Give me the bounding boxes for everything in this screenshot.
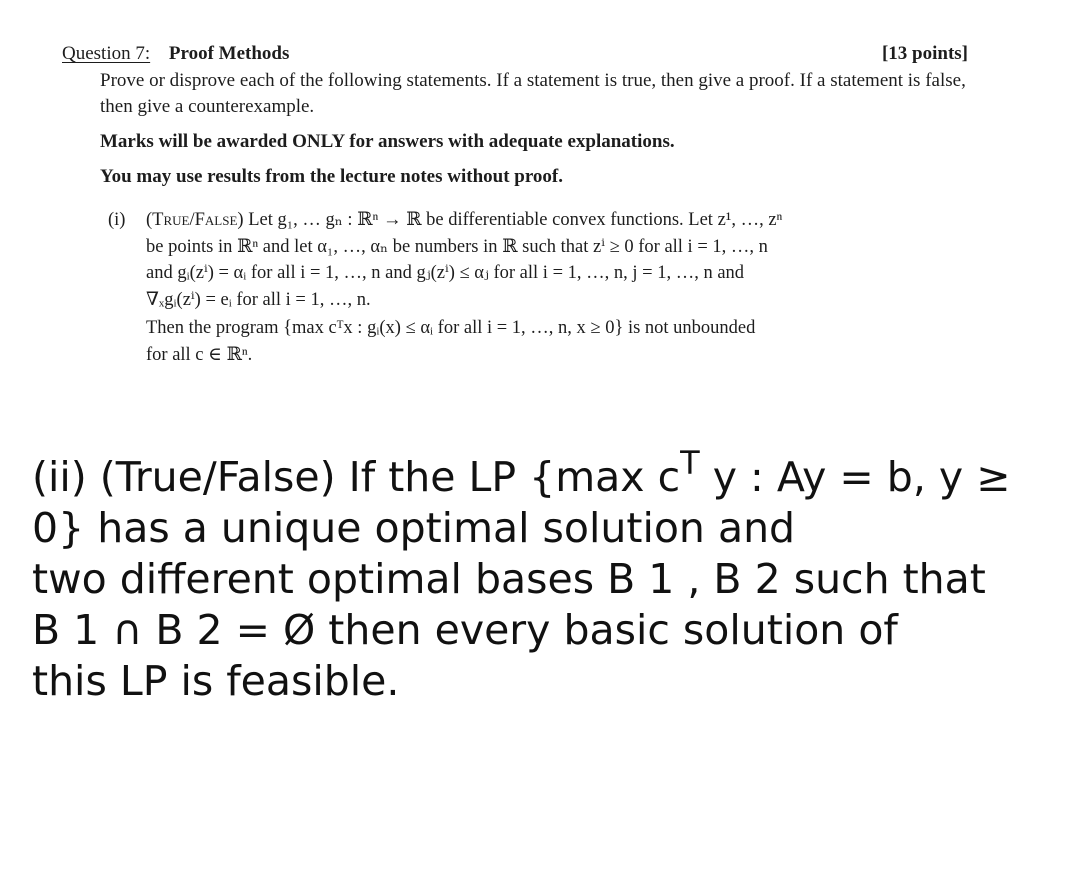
part-i bbox=[108, 207, 978, 368]
part-i-text-1: Let g₁, … gₙ : ℝⁿ → ℝ be differentiable convex functions. Let z¹, …, zⁿ bbox=[248, 210, 783, 230]
part-ii-text-1b: y : Ay = b, y ≥ bbox=[712, 453, 1011, 501]
results-note: You may use results from the lecture notes without proof. bbox=[100, 166, 564, 187]
transpose-superscript: T bbox=[680, 444, 700, 483]
part-ii-text-1a: (ii) (True/False) If the LP {max c bbox=[32, 453, 681, 501]
part-i-line-4: ∇ₓgᵢ(zⁱ) = eᵢ for all i = 1, …, n. bbox=[146, 289, 371, 310]
part-ii bbox=[32, 444, 1072, 707]
question-instructions: Prove or disprove each of the following statements. If a statement is true, then give a proof. If a statement is false, then give a counterexample. bbox=[100, 70, 966, 117]
part-i-line-2: be points in ℝⁿ and let α₁, …, αₙ be numbers in ℝ such that zⁱ ≥ 0 for all i = 1, …, n bbox=[146, 236, 768, 257]
question-title: Proof Methods bbox=[168, 43, 290, 64]
part-i-line-3: and gᵢ(zⁱ) = αᵢ for all i = 1, …, n and gⱼ(zⁱ) ≤ αⱼ for all i = 1, …, n, j = 1, …, n and bbox=[146, 263, 745, 283]
part-i-then-2: for all c ∈ ℝⁿ. bbox=[146, 344, 253, 365]
part-i-label: (i) bbox=[108, 210, 126, 230]
part-ii-line-3: two different optimal bases B 1 , B 2 such that bbox=[32, 555, 986, 603]
part-i-line-1 bbox=[108, 207, 978, 234]
question-number: Question 7: bbox=[62, 43, 151, 64]
part-ii-line-5: this LP is feasible. bbox=[32, 657, 400, 705]
question-points: [13 points] bbox=[881, 43, 968, 64]
question-header bbox=[62, 42, 968, 66]
part-i-tag: (True/False) bbox=[146, 210, 244, 230]
part-ii-line-4: B 1 ∩ B 2 = Ø then every basic solution of bbox=[32, 606, 898, 654]
part-ii-line-1 bbox=[32, 444, 1072, 503]
part-ii-line-2: 0} has a unique optimal solution and bbox=[32, 504, 796, 552]
part-i-then-1: Then the program {max cᵀx : gᵢ(x) ≤ αᵢ for all i = 1, …, n, x ≥ 0} is not unbounded bbox=[146, 318, 756, 338]
marks-note: Marks will be awarded ONLY for answers with adequate explanations. bbox=[100, 131, 675, 152]
